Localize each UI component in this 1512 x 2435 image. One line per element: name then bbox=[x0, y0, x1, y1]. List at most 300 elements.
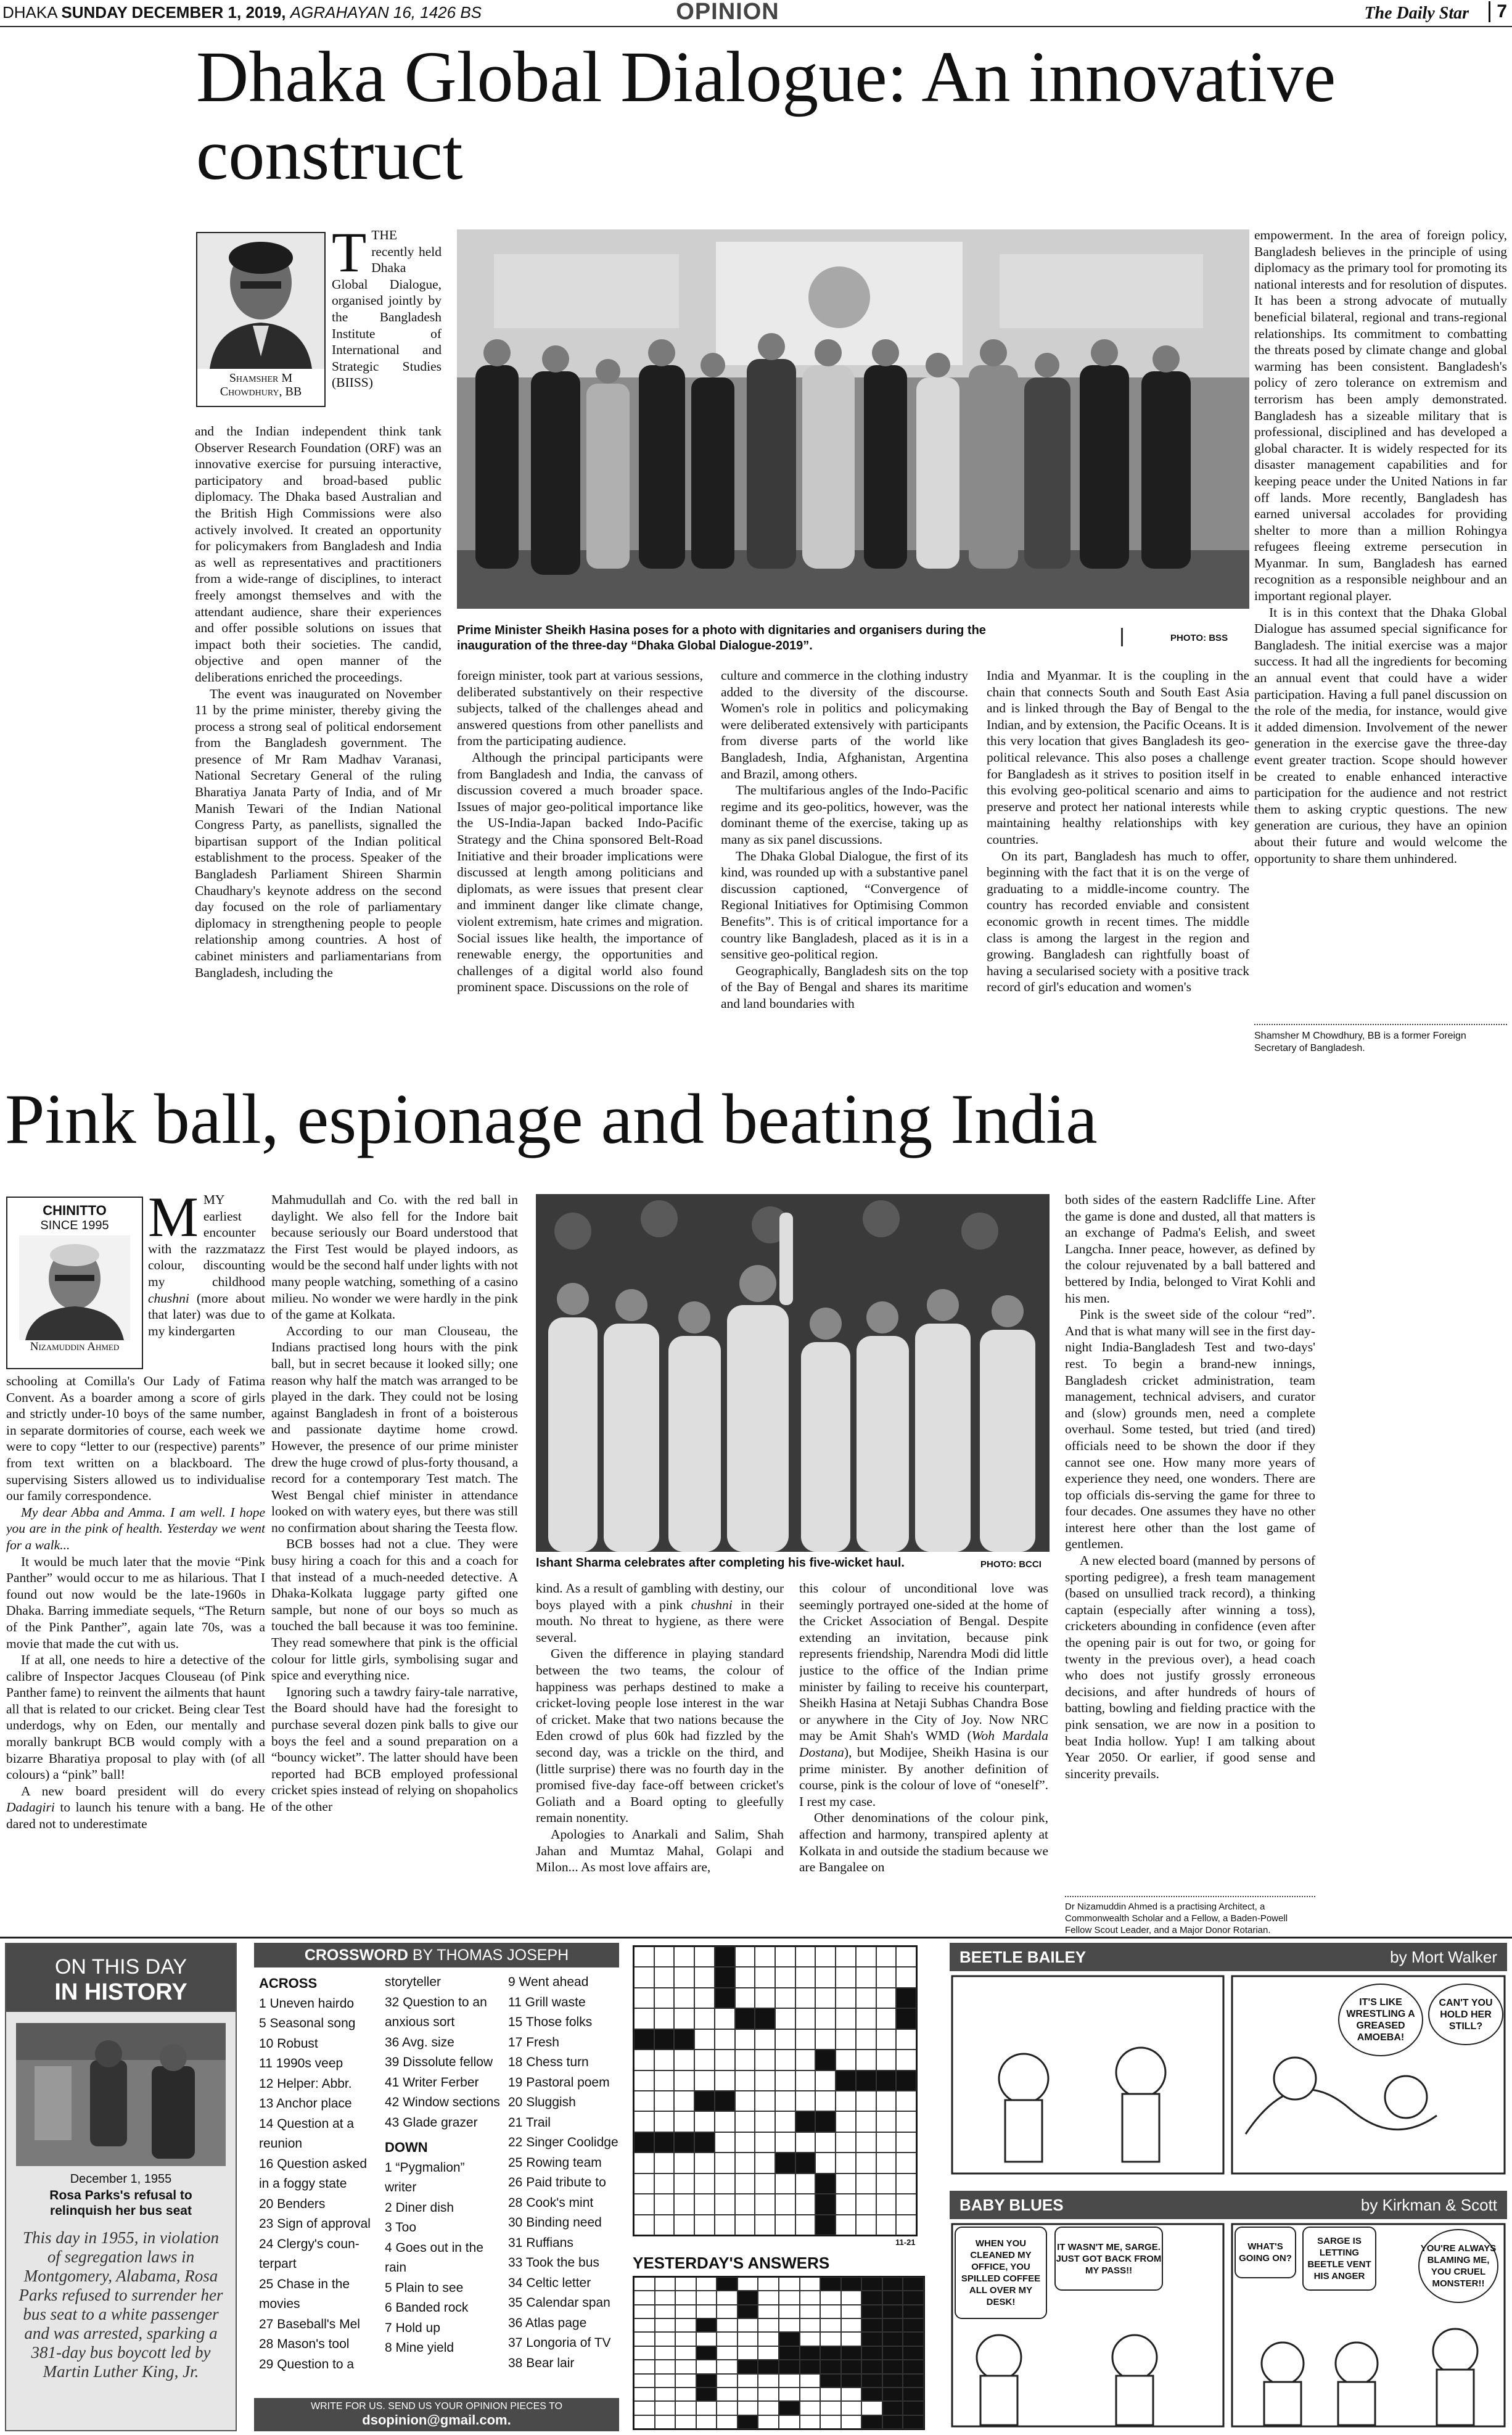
answer-cell bbox=[634, 2332, 655, 2346]
crossword-cell[interactable] bbox=[755, 1967, 775, 1987]
crossword-cell[interactable] bbox=[896, 1988, 916, 2008]
crossword-cell[interactable] bbox=[896, 2215, 916, 2235]
crossword-cell[interactable] bbox=[896, 2091, 916, 2111]
crossword-clue: movies bbox=[259, 2297, 300, 2311]
crossword-cell[interactable] bbox=[775, 2070, 795, 2091]
crossword-cell[interactable] bbox=[634, 2091, 654, 2111]
crossword-cell[interactable] bbox=[896, 2029, 916, 2050]
crossword-cell[interactable] bbox=[775, 2091, 795, 2111]
page-header bbox=[0, 0, 1512, 27]
crossword-cell[interactable] bbox=[896, 2153, 916, 2173]
crossword-cell[interactable] bbox=[755, 1947, 775, 1967]
crossword-clue: 9 Went ahead bbox=[508, 1975, 589, 1989]
crossword-cell[interactable] bbox=[634, 2132, 654, 2153]
crossword-cell[interactable] bbox=[896, 2132, 916, 2153]
crossword-cell[interactable] bbox=[715, 1967, 735, 1987]
crossword-cell[interactable] bbox=[775, 2132, 795, 2153]
crossword-cell[interactable] bbox=[856, 2132, 876, 2153]
crossword-clue: 43 Glade grazer bbox=[385, 2115, 478, 2130]
crossword-cell[interactable] bbox=[775, 2173, 795, 2194]
crossword-cell[interactable] bbox=[896, 1967, 916, 1987]
crossword-clue: 36 Atlas page bbox=[508, 2315, 587, 2330]
crossword-cell[interactable] bbox=[694, 2029, 715, 2050]
crossword-cell[interactable] bbox=[896, 1947, 916, 1967]
crossword-cell[interactable] bbox=[654, 2008, 675, 2029]
crossword-cell[interactable] bbox=[634, 2070, 654, 2091]
crossword-cell[interactable] bbox=[735, 2194, 755, 2214]
crossword-cell[interactable] bbox=[795, 1988, 816, 2008]
footer-line: WRITE FOR US. SEND US YOUR OPINION PIECES TO bbox=[310, 2401, 563, 2412]
crossword-cell[interactable] bbox=[876, 2070, 897, 2091]
crossword-cell[interactable] bbox=[654, 2153, 675, 2173]
crossword-cell[interactable] bbox=[836, 2173, 856, 2194]
crossword-cell[interactable] bbox=[836, 2050, 856, 2070]
answer-cell bbox=[820, 2291, 841, 2304]
crossword-cell[interactable] bbox=[694, 2091, 715, 2111]
crossword-cell[interactable] bbox=[674, 2008, 694, 2029]
baby-byline: by Kirkman & Scott bbox=[1360, 2196, 1497, 2214]
crossword-cell[interactable] bbox=[815, 2173, 836, 2194]
crossword-cell[interactable] bbox=[775, 2111, 795, 2132]
crossword-cell[interactable] bbox=[715, 2029, 735, 2050]
crossword-cell[interactable] bbox=[775, 1967, 795, 1987]
crossword-cell[interactable] bbox=[856, 2029, 876, 2050]
crossword-cell[interactable] bbox=[654, 1967, 675, 1987]
beetle-title: BEETLE BAILEY bbox=[959, 1948, 1087, 1966]
date: SUNDAY DECEMBER 1, 2019, bbox=[61, 3, 286, 22]
article1-col1-lead: TTHE recently held Dhaka Global Dialogue, organised jointly by the Bangladesh Institute of International and Strategic Studies (BIISS) bbox=[332, 227, 442, 390]
crossword-cell[interactable] bbox=[815, 1967, 836, 1987]
crossword-cell[interactable] bbox=[694, 1988, 715, 2008]
crossword-cell[interactable] bbox=[674, 2215, 694, 2235]
crossword-cell[interactable] bbox=[856, 2050, 876, 2070]
answer-cell bbox=[903, 2388, 924, 2401]
crossword-cell[interactable] bbox=[775, 1947, 795, 1967]
crossword-cell[interactable] bbox=[876, 2173, 897, 2194]
crossword-cell[interactable] bbox=[795, 2132, 816, 2153]
crossword-cell[interactable] bbox=[674, 2029, 694, 2050]
crossword-cell[interactable] bbox=[735, 1988, 755, 2008]
crossword-cell[interactable] bbox=[735, 2132, 755, 2153]
article1-col1: and the Indian independent think tank Observer Research Foundation (ORF) was an innovative exercise for pursuing interactive, participatory and broad-based public diplomacy. The Dhaka based Australian and the British High Commissions were also actively involved. It created an opportunity for policymakers from Bangladesh and India as well as representatives and practitioners from a wide-range of disciplines, to interact freely amongst themselves and with the attendant audience, share their experiences and offer possible solutions on issues that impact both their societies. The candid, objective and open manner of the deliberations enriched the proceedings. The event was inaugurated on November 11 by the prime minister, thereby giving the process a strong seal of political endorsement from the Bangladesh government. The presence of Mr Ram Madhav Varanasi, National Secretary General of the ruling Bharatiya Janata Party of India, and of Mr Manish Tewari of the Indian National Congress Party, as panellists, signalled the bipartisan support of the Indian political establishment to the process. Speaker of the Bangladesh Parliament Shireen Sharmin Chaudhary's keynote address on the second day focused on the role of parliamentary diplomacy in strengthening people to people relationship among countries. A host of cabinet ministers and parliamentarians from Bangladesh, including the bbox=[195, 424, 442, 980]
crossword-cell[interactable] bbox=[654, 2111, 675, 2132]
answer-cell bbox=[675, 2415, 696, 2429]
crossword-cell[interactable] bbox=[815, 2111, 836, 2132]
crossword-cell[interactable] bbox=[795, 2050, 816, 2070]
crossword-cell[interactable] bbox=[654, 2029, 675, 2050]
answer-cell bbox=[841, 2415, 862, 2429]
crossword-clue: 24 Clergy's coun- bbox=[259, 2236, 360, 2251]
crossword-cell[interactable] bbox=[694, 2194, 715, 2214]
author-name: Shamsher M Chowdhury, BB bbox=[220, 371, 302, 398]
crossword-cell[interactable] bbox=[715, 2008, 735, 2029]
crossword-clue: 25 Rowing team bbox=[508, 2155, 602, 2170]
answer-cell bbox=[655, 2332, 676, 2346]
page-number: 7 bbox=[1489, 1, 1507, 22]
crossword-cell[interactable] bbox=[755, 2070, 775, 2091]
crossword-cell[interactable] bbox=[694, 2111, 715, 2132]
crossword-cell[interactable] bbox=[634, 2029, 654, 2050]
history-headline: Rosa Parks's refusal to relinquish her bus seat bbox=[49, 2188, 192, 2218]
crossword-cell[interactable] bbox=[735, 2050, 755, 2070]
crossword-cell[interactable] bbox=[755, 2029, 775, 2050]
crossword-cell[interactable] bbox=[856, 2091, 876, 2111]
answer-cell bbox=[738, 2346, 758, 2360]
crossword-cell[interactable] bbox=[795, 2029, 816, 2050]
answer-cell bbox=[779, 2401, 800, 2415]
crossword-clue: 42 Window sections bbox=[385, 2095, 500, 2109]
answer-cell bbox=[758, 2305, 779, 2318]
crossword-cell[interactable] bbox=[674, 2132, 694, 2153]
answer-cell bbox=[903, 2401, 924, 2415]
crossword-cell[interactable] bbox=[815, 2050, 836, 2070]
crossword-cell[interactable] bbox=[876, 2132, 897, 2153]
across-label: ACROSS bbox=[259, 1976, 318, 1991]
crossword-cell[interactable] bbox=[715, 2070, 735, 2091]
crossword-cell[interactable] bbox=[775, 2029, 795, 2050]
crossword-cell[interactable] bbox=[815, 2070, 836, 2091]
crossword-cell[interactable] bbox=[715, 2173, 735, 2194]
crossword-cell[interactable] bbox=[674, 1947, 694, 1967]
crossword-clue: 5 Seasonal song bbox=[259, 2016, 356, 2030]
crossword-cell[interactable] bbox=[836, 2008, 856, 2029]
crossword-cell[interactable] bbox=[694, 1967, 715, 1987]
crossword-cell[interactable] bbox=[856, 2194, 876, 2214]
crossword-cell[interactable] bbox=[795, 2173, 816, 2194]
crossword-cell[interactable] bbox=[634, 2173, 654, 2194]
answer-cell bbox=[717, 2277, 738, 2291]
crossword-cell[interactable] bbox=[775, 2050, 795, 2070]
crossword-cell[interactable] bbox=[836, 2194, 856, 2214]
answer-cell bbox=[696, 2401, 717, 2415]
crossword-cell[interactable] bbox=[876, 1947, 897, 1967]
crossword-footer bbox=[254, 2398, 619, 2431]
crossword-cell[interactable] bbox=[795, 1967, 816, 1987]
crossword-cell[interactable] bbox=[634, 2050, 654, 2070]
crossword-cell[interactable] bbox=[815, 2008, 836, 2029]
crossword-cell[interactable] bbox=[755, 2091, 775, 2111]
crossword-clue: 19 Pastoral poem bbox=[508, 2075, 610, 2090]
crossword-cell[interactable] bbox=[876, 2153, 897, 2173]
crossword-grid[interactable] bbox=[633, 1945, 918, 2236]
crossword-cell[interactable] bbox=[715, 2215, 735, 2235]
crossword-cell[interactable] bbox=[654, 2194, 675, 2214]
crossword-cell[interactable] bbox=[654, 2215, 675, 2235]
crossword-cell[interactable] bbox=[876, 1988, 897, 2008]
crossword-cell[interactable] bbox=[735, 1947, 755, 1967]
crossword-cell[interactable] bbox=[674, 2173, 694, 2194]
answer-cell bbox=[841, 2305, 862, 2318]
crossword-cell[interactable] bbox=[775, 2215, 795, 2235]
crossword-cell[interactable] bbox=[896, 2194, 916, 2214]
crossword-cell[interactable] bbox=[654, 2091, 675, 2111]
answer-cell bbox=[717, 2388, 738, 2401]
answer-cell bbox=[903, 2360, 924, 2373]
crossword-cell[interactable] bbox=[755, 2132, 775, 2153]
crossword-cell[interactable] bbox=[654, 1947, 675, 1967]
crossword-cell[interactable] bbox=[735, 2070, 755, 2091]
crossword-cell[interactable] bbox=[856, 2173, 876, 2194]
crossword-cell[interactable] bbox=[856, 1967, 876, 1987]
footer-email[interactable]: dsopinion@gmail.com. bbox=[362, 2412, 511, 2428]
answer-cell bbox=[903, 2305, 924, 2318]
crossword-cell[interactable] bbox=[694, 2132, 715, 2153]
crossword-cell[interactable] bbox=[876, 2111, 897, 2132]
crossword-cell[interactable] bbox=[674, 2153, 694, 2173]
answer-cell bbox=[738, 2401, 758, 2415]
answer-cell bbox=[717, 2401, 738, 2415]
answer-cell bbox=[841, 2332, 862, 2346]
crossword-cell[interactable] bbox=[755, 2194, 775, 2214]
answer-cell bbox=[861, 2318, 882, 2332]
answer-cell bbox=[861, 2360, 882, 2373]
crossword-cell[interactable] bbox=[795, 2215, 816, 2235]
crossword-cell[interactable] bbox=[795, 2194, 816, 2214]
crossword-cell[interactable] bbox=[755, 2173, 775, 2194]
answer-cell bbox=[779, 2346, 800, 2360]
answer-cell bbox=[820, 2401, 841, 2415]
crossword-clue: 17 Fresh bbox=[508, 2035, 559, 2050]
answer-cell bbox=[634, 2360, 655, 2373]
crossword-cell[interactable] bbox=[755, 2008, 775, 2029]
answer-cell bbox=[841, 2374, 862, 2388]
crossword-cell[interactable] bbox=[896, 2111, 916, 2132]
crossword-cell[interactable] bbox=[856, 2008, 876, 2029]
crossword-cell[interactable] bbox=[715, 2153, 735, 2173]
answer-cell bbox=[758, 2346, 779, 2360]
crossword-cell[interactable] bbox=[876, 2091, 897, 2111]
crossword-cell[interactable] bbox=[896, 2008, 916, 2029]
article1-col2: foreign minister, took part at various sessions, deliberated substantively on their respective subjects, talked of the challenges ahead and answered questions from other panellists and from the participating audience. Although the principal participants were from Bangladesh and India, the canvass of discussion covered a much broader space. Issues of major geo-political importance like the US-India-Japan backed Indo-Pacific Strategy and the China sponsored Belt-Road Initiative and their broader implications were discussed at length among politicians and diplomats, as were issues that present clear and imminent danger like climate change, violent extremism, hate crimes and migration. Social issues like health, the importance of renewable energy, the opportunities and challenges of a digital world also found prominent space. Discussions on the role of bbox=[457, 668, 703, 995]
crossword-cell[interactable] bbox=[715, 2091, 735, 2111]
crossword-cell[interactable] bbox=[694, 2215, 715, 2235]
answer-cell bbox=[841, 2388, 862, 2401]
crossword-cell[interactable] bbox=[795, 2070, 816, 2091]
crossword-cell[interactable] bbox=[815, 2132, 836, 2153]
crossword-cell[interactable] bbox=[876, 2194, 897, 2214]
crossword-cell[interactable] bbox=[634, 2153, 654, 2173]
article2-col5: both sides of the eastern Radcliffe Line. After the game is done and dusted, all that matters is an exchange of Padma's Eelish, and sweet Langcha. Inner peace, however, as defined by the colour rejuvenated by a ball battered and bettered by India, belonged to Virat Kohli and his men. Pink is the sweet side of the colour “red”. And that is what many will see in the first day-night India-Bangladesh Test and two-days' rest. To begin a brand-new innings, Bangladesh cricket administration, team management, technical advisers, and curator and (slow) grounds men, need a complete overhaul. Some tested, but tried (and tired) officials need to be shown the door if they cannot see one. How many more years of experience they need, one wonders. There are top officials dis-serving the game for three to four decades. One assumes they have no other interest here other than the lost game of gentlemen. A new elected board (manned by persons of sporting pedigree), a fresh team management (based on unsullied track record), a thinking captain (especially after winning a toss), cricketers abounding in confidence (even after the opening pair is out for two, or going for twenty in the previous over), a head coach who does not justify grossly erroneous decisions, and after hundreds of hours of batting, bowling and fielding practice with the pink sensation, we are now in a position to beat India hollow. Yup! I am talking about Year 2050. Or earlier, if good sense and sincerity prevails. bbox=[1065, 1192, 1315, 1781]
answer-cell bbox=[861, 2332, 882, 2346]
crossword-clue: 38 Bear lair bbox=[508, 2355, 575, 2370]
crossword-cell[interactable] bbox=[876, 1967, 897, 1987]
crossword-cell[interactable] bbox=[795, 1947, 816, 1967]
crossword-cell[interactable] bbox=[634, 2111, 654, 2132]
crossword-cell[interactable] bbox=[715, 1988, 735, 2008]
crossword-cell[interactable] bbox=[815, 2029, 836, 2050]
answer-cell bbox=[738, 2332, 758, 2346]
answer-cell bbox=[861, 2305, 882, 2318]
crossword-cell[interactable] bbox=[876, 2008, 897, 2029]
answer-cell bbox=[800, 2318, 821, 2332]
crossword-cell[interactable] bbox=[735, 2091, 755, 2111]
crossword-cell[interactable] bbox=[735, 1967, 755, 1987]
crossword-cell[interactable] bbox=[674, 2111, 694, 2132]
down-label: DOWN bbox=[385, 2140, 428, 2155]
crossword-cell[interactable] bbox=[755, 1988, 775, 2008]
crossword-cell[interactable] bbox=[836, 2111, 856, 2132]
crossword-clue: 5 Plain to see bbox=[385, 2280, 464, 2295]
crossword-cell[interactable] bbox=[815, 2091, 836, 2111]
crossword-cell[interactable] bbox=[735, 2215, 755, 2235]
crossword-clue: 25 Chase in the bbox=[259, 2276, 350, 2291]
answer-cell bbox=[841, 2401, 862, 2415]
crossword-cell[interactable] bbox=[856, 1947, 876, 1967]
crossword-cell[interactable] bbox=[735, 2008, 755, 2029]
answer-cell bbox=[738, 2415, 758, 2429]
crossword-cell[interactable] bbox=[856, 2153, 876, 2173]
crossword-cell[interactable] bbox=[735, 2111, 755, 2132]
crossword-cell[interactable] bbox=[674, 2050, 694, 2070]
crossword-cell[interactable] bbox=[634, 1947, 654, 1967]
answer-cell bbox=[779, 2305, 800, 2318]
crossword-cell[interactable] bbox=[654, 2050, 675, 2070]
crossword-cell[interactable] bbox=[654, 2132, 675, 2153]
crossword-cell[interactable] bbox=[795, 2153, 816, 2173]
answer-cell bbox=[779, 2360, 800, 2373]
crossword-cell[interactable] bbox=[856, 2070, 876, 2091]
crossword-cell[interactable] bbox=[755, 2050, 775, 2070]
answer-cell bbox=[634, 2388, 655, 2401]
crossword-cell[interactable] bbox=[694, 2008, 715, 2029]
crossword-cell[interactable] bbox=[694, 2050, 715, 2070]
answer-cell bbox=[634, 2346, 655, 2360]
crossword-cell[interactable] bbox=[735, 2029, 755, 2050]
crossword-cell[interactable] bbox=[836, 2029, 856, 2050]
crossword-cell[interactable] bbox=[634, 2215, 654, 2235]
crossword-cell[interactable] bbox=[876, 2029, 897, 2050]
crossword-cell[interactable] bbox=[775, 2008, 795, 2029]
crossword-cell[interactable] bbox=[755, 2111, 775, 2132]
crossword-cell[interactable] bbox=[715, 2050, 735, 2070]
answer-cell bbox=[634, 2277, 655, 2291]
crossword-cell[interactable] bbox=[836, 2153, 856, 2173]
history-title-2: IN HISTORY bbox=[54, 1979, 187, 2005]
crossword-cell[interactable] bbox=[674, 2194, 694, 2214]
answer-cell bbox=[717, 2360, 738, 2373]
crossword-cell[interactable] bbox=[815, 2215, 836, 2235]
crossword-cell[interactable] bbox=[634, 2194, 654, 2214]
answer-cell bbox=[675, 2332, 696, 2346]
crossword-cell[interactable] bbox=[715, 2194, 735, 2214]
answer-cell bbox=[655, 2360, 676, 2373]
crossword-cell[interactable] bbox=[775, 2194, 795, 2214]
crossword-cell[interactable] bbox=[634, 1967, 654, 1987]
baby-blues-comic bbox=[950, 2191, 1507, 2430]
crossword-cell[interactable] bbox=[836, 2215, 856, 2235]
answer-cell bbox=[882, 2415, 903, 2429]
crossword-cell[interactable] bbox=[654, 2070, 675, 2091]
crossword-cell[interactable] bbox=[715, 1947, 735, 1967]
answer-cell bbox=[634, 2318, 655, 2332]
crossword-cell[interactable] bbox=[896, 2173, 916, 2194]
crossword-cell[interactable] bbox=[815, 1947, 836, 1967]
beetle-bailey-comic bbox=[950, 1943, 1507, 2177]
crossword-clue: 21 Trail bbox=[508, 2115, 551, 2130]
answer-cell bbox=[758, 2415, 779, 2429]
crossword-cell[interactable] bbox=[815, 2194, 836, 2214]
crossword-cell[interactable] bbox=[634, 1988, 654, 2008]
crossword-cell[interactable] bbox=[674, 2091, 694, 2111]
history-date: December 1, 1955 bbox=[70, 2172, 172, 2186]
crossword-cell[interactable] bbox=[836, 2132, 856, 2153]
crossword-cell[interactable] bbox=[876, 2215, 897, 2235]
crossword-cell[interactable] bbox=[755, 2153, 775, 2173]
answer-cell bbox=[903, 2277, 924, 2291]
crossword-cell[interactable] bbox=[795, 2008, 816, 2029]
answer-cell bbox=[696, 2277, 717, 2291]
crossword-cell[interactable] bbox=[876, 2050, 897, 2070]
crossword-cell[interactable] bbox=[674, 1967, 694, 1987]
answer-cell bbox=[861, 2401, 882, 2415]
crossword-cell[interactable] bbox=[836, 1988, 856, 2008]
crossword-cell[interactable] bbox=[896, 2070, 916, 2091]
answer-cell bbox=[717, 2318, 738, 2332]
crossword-cell[interactable] bbox=[856, 2111, 876, 2132]
crossword-cell[interactable] bbox=[674, 1988, 694, 2008]
crossword-clue: 26 Paid tribute to bbox=[508, 2175, 606, 2190]
crossword-cell[interactable] bbox=[654, 2173, 675, 2194]
crossword-cell[interactable] bbox=[715, 2111, 735, 2132]
crossword-cell[interactable] bbox=[694, 2070, 715, 2091]
answer-cell bbox=[717, 2332, 738, 2346]
answer-cell bbox=[820, 2346, 841, 2360]
crossword-cell[interactable] bbox=[694, 2173, 715, 2194]
answer-cell bbox=[758, 2388, 779, 2401]
crossword-cell[interactable] bbox=[836, 2070, 856, 2091]
crossword-cell[interactable] bbox=[856, 2215, 876, 2235]
crossword-cell[interactable] bbox=[815, 2153, 836, 2173]
answer-cell bbox=[882, 2401, 903, 2415]
crossword-clue: 39 Dissolute fellow bbox=[385, 2055, 493, 2069]
crossword-clue: 29 Question to a bbox=[259, 2357, 355, 2371]
crossword-clue: 3 Too bbox=[385, 2220, 416, 2235]
answer-cell bbox=[717, 2346, 738, 2360]
crossword-clue: 10 Robust bbox=[259, 2036, 318, 2051]
crossword-cell[interactable] bbox=[634, 2008, 654, 2029]
crossword-cell[interactable] bbox=[896, 2050, 916, 2070]
crossword-cell[interactable] bbox=[795, 2091, 816, 2111]
crossword-clue: 16 Question asked bbox=[259, 2156, 368, 2171]
answer-cell bbox=[861, 2415, 882, 2429]
crossword-clue: 20 Benders bbox=[259, 2196, 326, 2211]
crossword-cell[interactable] bbox=[795, 2111, 816, 2132]
crossword-cell[interactable] bbox=[735, 2173, 755, 2194]
beetle-bubble-1: IT'S LIKE WRESTLING A GREASED AMOEBA! bbox=[1338, 1984, 1423, 2056]
crossword-cell[interactable] bbox=[735, 2153, 755, 2173]
crossword-cell[interactable] bbox=[694, 1947, 715, 1967]
crossword-cell[interactable] bbox=[755, 2215, 775, 2235]
crossword-cell[interactable] bbox=[694, 2153, 715, 2173]
answer-cell bbox=[655, 2277, 676, 2291]
answer-cell bbox=[696, 2415, 717, 2429]
crossword-cell[interactable] bbox=[815, 1988, 836, 2008]
crossword-cell[interactable] bbox=[836, 2091, 856, 2111]
crossword-cell[interactable] bbox=[836, 1967, 856, 1987]
answer-cell bbox=[882, 2388, 903, 2401]
answers-title: YESTERDAY'S ANSWERS bbox=[633, 2254, 830, 2272]
author-box bbox=[196, 232, 326, 407]
crossword-cell[interactable] bbox=[674, 2070, 694, 2091]
crossword-cell[interactable] bbox=[775, 1988, 795, 2008]
crossword-cell[interactable] bbox=[856, 1988, 876, 2008]
crossword-cell[interactable] bbox=[775, 2153, 795, 2173]
answer-cell bbox=[738, 2374, 758, 2388]
answer-cell bbox=[675, 2346, 696, 2360]
crossword-cell[interactable] bbox=[715, 2132, 735, 2153]
crossword-cell[interactable] bbox=[836, 1947, 856, 1967]
crossword-cell[interactable] bbox=[654, 1988, 675, 2008]
